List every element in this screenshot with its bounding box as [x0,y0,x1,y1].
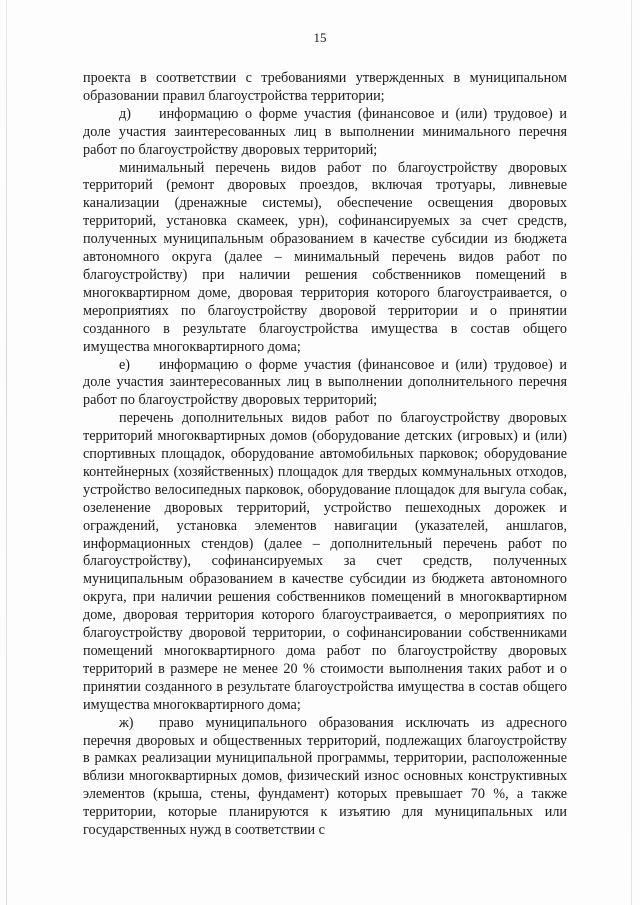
item-text-d: информацию о форме участия (финансовое и (или) трудовое) и доле участия заинтересованных лиц в выполнении минимального перечня работ по благоустройству дворовых территорий; [83,105,567,158]
item-letter-e: е) [119,356,131,373]
item-text-zh: право муниципального образования исключать из адресного перечня дворовых и общественных территорий, подлежащих благоустройству в рамках реализации муниципальной программы, территории, расположенные вблизи многоквартирных домов, физический износ основных конструктивных элементов (крыша, стены, фундамент) которых превышает 70 %, а также территории, которые планируются к изъятию для муниципальных или государственных нужд в соответствии с [83,714,567,839]
paragraph-minimal-list: минимальный перечень видов работ по благоустройству дворовых территорий (ремонт дворовых проездов, включая тротуары, ливневые канализации (дренажные системы), обеспечение освещения дворовых территорий, установка скамеек, урн), софинансируемых за счет средств, полученных муниципальным образованием в качестве субсидии из бюджета автономного округа (далее – минимальный перечень видов работ по благоустройству) при наличии решения собственников помещений в многоквартирном доме, дворовая территория которого благоустраивается, о мероприятиях по благоустройству дворовой территории и о принятии созданного в результате благоустройства имущества в состав общего имущества многоквартирного дома; [83,159,567,355]
item-text-e: информацию о форме участия (финансовое и (или) трудовое) и доле участия заинтересованных лиц в выполнении дополнительного перечня работ по благоустройству дворовых территорий; [83,356,567,409]
paragraph-item-e [83,357,567,411]
scan-edge-right [631,0,632,905]
paragraph-item-zh [83,715,567,840]
item-letter-zh: ж) [119,714,134,731]
paragraph-additional-list: перечень дополнительных видов работ по благоустройству дворовых территорий многоквартирных домов (оборудование детских (игровых) и (или) спортивных площадок, оборудование автомобильных парковок; оборудование контейнерных (хозяйственных) площадок для твердых коммунальных отходов, устройство велосипедных парковок, оборудование площадок для выгула собак, озеленение дворовых территорий, устройство пешеходных дорожек и ограждений, установка элементов навигации (указателей, аншлагов, информационных стендов) (далее – дополнительный перечень работ по благоустройству), софинансируемых за счет средств, полученных муниципальным образованием в качестве субсидии из бюджета автономного округа, при наличии решения собственников помещений в многоквартирном доме, дворовая территория которого благоустраивается, о мероприятиях по благоустройству дворовой территории, о софинансировании собственниками помещений многоквартирного дома работ по благоустройству дворовых территорий в размере не менее 20 % стоимости выполнения таких работ и о принятии созданного в результате благоустройства имущества в состав общего имущества многоквартирного дома; [83,410,567,713]
document-body [83,70,567,840]
paragraph-item-d [83,106,567,160]
item-letter-d: д) [119,105,131,122]
page-number: 15 [313,30,327,45]
scan-edge-left [6,0,7,905]
paragraph-continuation: проекта в соответствии с требованиями утвержденных в муниципальном образовании правил благоустройства территории; [83,70,567,104]
